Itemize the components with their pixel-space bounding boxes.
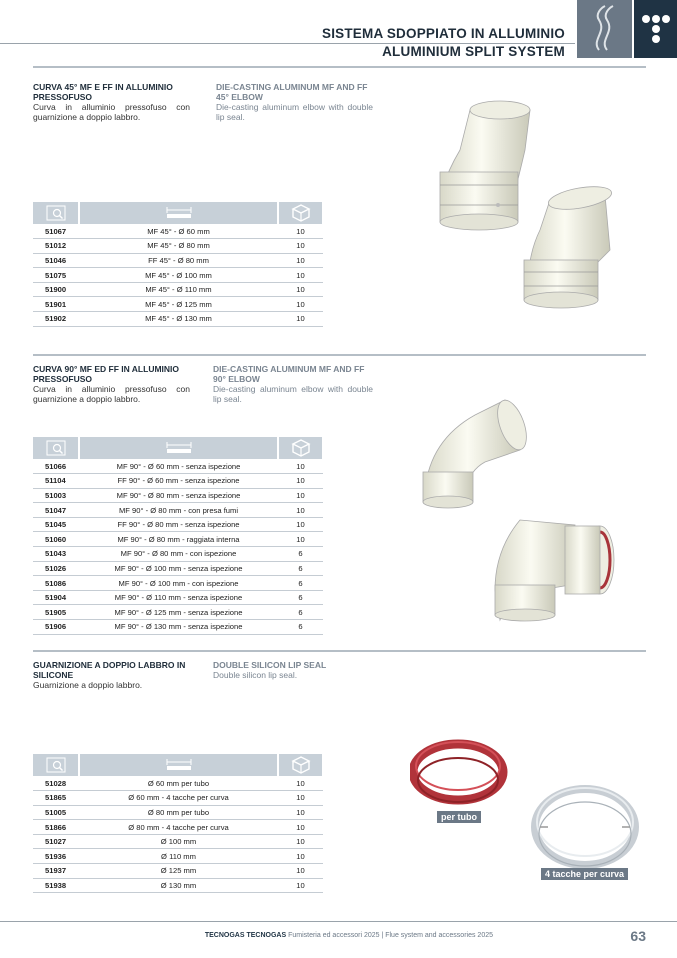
code-column-header: [33, 202, 79, 224]
code-search-icon: [45, 440, 67, 456]
product-qty: 10: [278, 532, 323, 547]
table-row: [33, 820, 323, 835]
header-title-en: ALUMINIUM SPLIT SYSTEM: [382, 44, 565, 59]
product-qty: 6: [278, 561, 323, 576]
product-qty: 10: [278, 474, 323, 489]
product-table-45: [33, 202, 324, 327]
section-1-heading-en: [216, 82, 373, 122]
product-desc: Ø 110 mm: [79, 849, 278, 864]
ruler-icon: [164, 757, 194, 773]
table-row: [33, 503, 323, 518]
product-qty: 10: [278, 312, 323, 327]
product-desc: MF 90° - Ø 130 mm - senza ispezione: [79, 620, 278, 635]
measure-column-header: [79, 202, 278, 224]
product-table-90: [33, 437, 324, 635]
section-divider: [33, 66, 646, 68]
measure-column-header: [79, 437, 278, 459]
ruler-icon: [164, 440, 194, 456]
code-search-icon: [45, 205, 67, 221]
section-3-heading-it: [33, 660, 190, 690]
section-divider: [33, 354, 646, 356]
product-qty: 10: [278, 268, 323, 283]
product-qty: 10: [278, 239, 323, 254]
product-qty: 10: [278, 297, 323, 312]
red-seal-image: [410, 732, 510, 822]
product-code: 51904: [33, 590, 79, 605]
product-desc: Ø 80 mm per tubo: [79, 805, 278, 820]
product-desc: Ø 60 mm - 4 tacche per curva: [79, 791, 278, 806]
footer-text: [205, 932, 493, 939]
table-row: [33, 474, 323, 489]
table-row: [33, 547, 323, 562]
product-desc: MF 45° - Ø 100 mm: [79, 268, 278, 283]
product-desc: MF 90° - Ø 125 mm - senza ispezione: [79, 605, 278, 620]
product-code: 51865: [33, 791, 79, 806]
product-qty: 10: [278, 776, 323, 791]
section-3-title-it: GUARNIZIONE A DOPPIO LABBRO IN SILICONE: [33, 660, 186, 680]
product-desc: MF 45° - Ø 110 mm: [79, 282, 278, 297]
product-code: 51060: [33, 532, 79, 547]
product-code: 51012: [33, 239, 79, 254]
table-row: [33, 297, 323, 312]
product-desc: MF 90° - Ø 60 mm - senza ispezione: [79, 459, 278, 474]
code-column-header: [33, 437, 79, 459]
product-qty: 10: [278, 820, 323, 835]
product-code: 51027: [33, 834, 79, 849]
table-row: [33, 561, 323, 576]
table-row: [33, 459, 323, 474]
table-row: [33, 849, 323, 864]
product-code: 51047: [33, 503, 79, 518]
section-1-desc-en: Die-casting aluminum elbow with double lip seal.: [216, 102, 373, 122]
product-desc: Ø 60 mm per tubo: [79, 776, 278, 791]
product-code: 51026: [33, 561, 79, 576]
table-row: [33, 590, 323, 605]
product-qty: 10: [278, 503, 323, 518]
product-code: 51936: [33, 849, 79, 864]
table-row: [33, 282, 323, 297]
section-1-title-en: DIE-CASTING ALUMINUM MF AND FF 45° ELBOW: [216, 82, 368, 102]
product-desc: Ø 100 mm: [79, 834, 278, 849]
product-desc: MF 90° - Ø 80 mm - raggiata interna: [79, 532, 278, 547]
code-column-header: [33, 754, 79, 776]
smoke-icon: [577, 0, 632, 58]
product-qty: 6: [278, 590, 323, 605]
product-code: 51067: [33, 224, 79, 239]
header-divider: [0, 43, 575, 44]
elbow-45-image: [430, 80, 630, 320]
table-row: [33, 532, 323, 547]
section-3-heading-en: [213, 660, 373, 680]
product-code: 51901: [33, 297, 79, 312]
section-2-desc-en: Die-casting aluminum elbow with double lip seal.: [213, 384, 373, 404]
footer-divider: [0, 921, 677, 922]
product-qty: 10: [278, 834, 323, 849]
product-code: 51905: [33, 605, 79, 620]
code-search-icon: [45, 757, 67, 773]
product-desc: MF 45° - Ø 125 mm: [79, 297, 278, 312]
clear-seal-image: [530, 782, 640, 882]
qty-column-header: [278, 437, 323, 459]
product-desc: Ø 125 mm: [79, 864, 278, 879]
product-qty: 10: [278, 253, 323, 268]
product-qty: 6: [278, 547, 323, 562]
table-row: [33, 253, 323, 268]
table-row: [33, 239, 323, 254]
product-desc: Ø 130 mm: [79, 878, 278, 893]
product-code: 51906: [33, 620, 79, 635]
product-desc: FF 90° - Ø 60 mm - senza ispezione: [79, 474, 278, 489]
product-qty: 10: [278, 459, 323, 474]
product-qty: 10: [278, 849, 323, 864]
table-row: [33, 776, 323, 791]
section-1-title-it: CURVA 45° MF E FF IN ALLUMINIO PRESSOFUSO: [33, 82, 173, 102]
product-code: 51046: [33, 253, 79, 268]
section-1-desc-it: Curva in alluminio pressofuso con guarnizione a doppio labbro.: [33, 102, 190, 122]
footer-caption: Fumisteria ed accessori 2025 | Flue system and accessories 2025: [286, 932, 493, 939]
section-2-heading-en: [213, 364, 373, 404]
product-code: 51866: [33, 820, 79, 835]
product-code: 51938: [33, 878, 79, 893]
package-icon: [291, 756, 311, 774]
product-qty: 10: [278, 864, 323, 879]
table-row: [33, 312, 323, 327]
table-row: [33, 576, 323, 591]
product-qty: 10: [278, 488, 323, 503]
table-row: [33, 805, 323, 820]
product-qty: 10: [278, 791, 323, 806]
product-code: 51104: [33, 474, 79, 489]
product-qty: 10: [278, 224, 323, 239]
badge-per-tubo: per tubo: [437, 811, 481, 823]
package-icon: [291, 439, 311, 457]
product-code: 51075: [33, 268, 79, 283]
table-row: [33, 834, 323, 849]
header-title-it: SISTEMA SDOPPIATO IN ALLUMINIO: [321, 26, 565, 41]
table-row: [33, 517, 323, 532]
badge-4-tacche: 4 tacche per curva: [541, 868, 628, 880]
footer-brand: TECNOGAS TECNOGAS: [204, 932, 287, 939]
product-desc: MF 90° - Ø 80 mm - con presa fumi: [79, 503, 278, 518]
product-qty: 6: [278, 620, 323, 635]
product-code: 51045: [33, 517, 79, 532]
product-code: 51066: [33, 459, 79, 474]
product-desc: MF 90° - Ø 80 mm - con ispezione: [79, 547, 278, 562]
table-row: [33, 605, 323, 620]
product-code: 51937: [33, 864, 79, 879]
product-desc: MF 90° - Ø 80 mm - senza ispezione: [79, 488, 278, 503]
qty-column-header: [278, 202, 323, 224]
product-desc: FF 90° - Ø 80 mm - senza ispezione: [79, 517, 278, 532]
page-number: 63: [630, 928, 646, 944]
product-code: 51005: [33, 805, 79, 820]
product-qty: 6: [278, 576, 323, 591]
package-icon: [291, 204, 311, 222]
product-qty: 10: [278, 282, 323, 297]
product-qty: 10: [278, 878, 323, 893]
product-qty: 10: [278, 805, 323, 820]
section-2-title-it: CURVA 90° MF ED FF IN ALLUMINIO PRESSOFUSO: [33, 364, 180, 384]
elbow-90-image: [415, 390, 640, 630]
table-row: [33, 268, 323, 283]
product-desc: MF 45° - Ø 130 mm: [79, 312, 278, 327]
product-desc: Ø 80 mm - 4 tacche per curva: [79, 820, 278, 835]
product-desc: FF 45° - Ø 80 mm: [79, 253, 278, 268]
product-qty: 10: [278, 517, 323, 532]
product-desc: MF 45° - Ø 80 mm: [79, 239, 278, 254]
table-row: [33, 878, 323, 893]
section-2-desc-it: Curva in alluminio pressofuso con guarnizione a doppio labbro.: [33, 384, 190, 404]
section-2-title-en: DIE-CASTING ALUMINUM MF AND FF 90° ELBOW: [213, 364, 365, 384]
section-1-heading-it: [33, 82, 190, 122]
ruler-icon: [164, 205, 194, 221]
table-row: [33, 488, 323, 503]
product-desc: MF 90° - Ø 110 mm - senza ispezione: [79, 590, 278, 605]
qty-column-header: [278, 754, 323, 776]
product-table-seal: [33, 754, 324, 893]
product-qty: 6: [278, 605, 323, 620]
product-desc: MF 90° - Ø 100 mm - con ispezione: [79, 576, 278, 591]
product-desc: MF 90° - Ø 100 mm - senza ispezione: [79, 561, 278, 576]
product-code: 51003: [33, 488, 79, 503]
section-3-desc-en: Double silicon lip seal.: [213, 670, 298, 680]
section-divider: [33, 650, 646, 652]
section-3-desc-it: Guarnizione a doppio labbro.: [33, 680, 143, 690]
table-row: [33, 224, 323, 239]
section-2-heading-it: [33, 364, 190, 404]
product-code: 51028: [33, 776, 79, 791]
table-row: [33, 791, 323, 806]
product-code: 51043: [33, 547, 79, 562]
table-row: [33, 864, 323, 879]
brand-dots-icon: [634, 0, 677, 58]
product-code: 51086: [33, 576, 79, 591]
product-code: 51900: [33, 282, 79, 297]
product-code: 51902: [33, 312, 79, 327]
section-3-title-en: DOUBLE SILICON LIP SEAL: [213, 660, 327, 670]
product-desc: MF 45° - Ø 60 mm: [79, 224, 278, 239]
table-row: [33, 620, 323, 635]
measure-column-header: [79, 754, 278, 776]
